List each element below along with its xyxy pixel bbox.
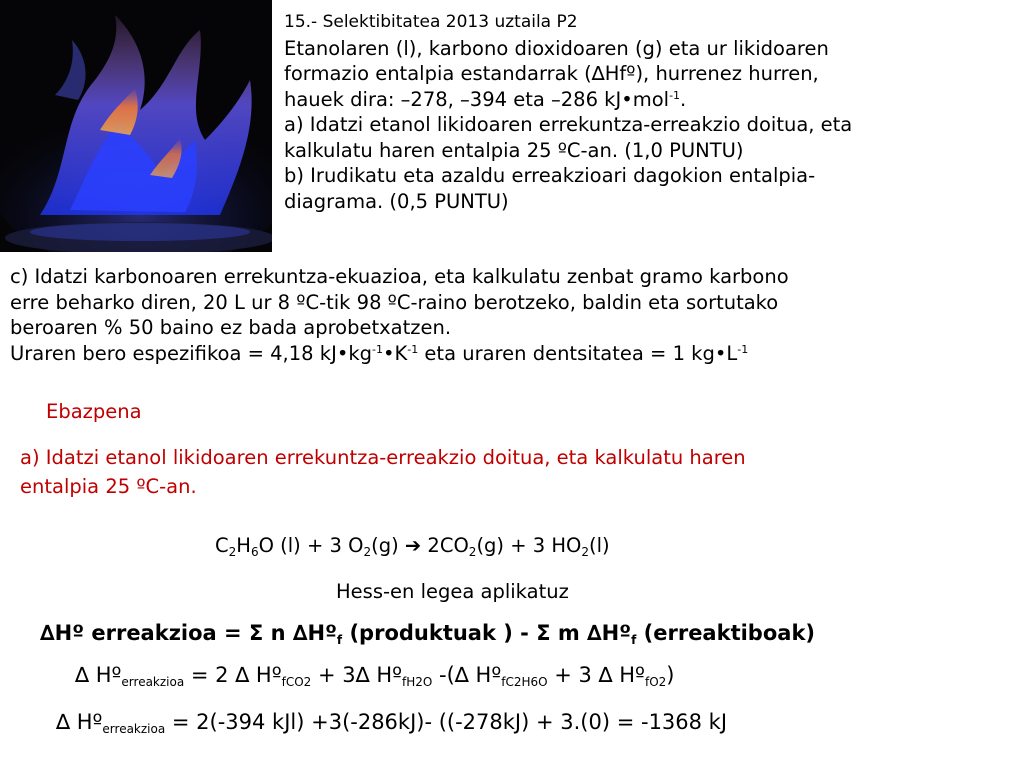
calc-part: + 3∆ Hº — [311, 663, 403, 687]
intro-line: hauek dira: –278, –394 eta –286 kJ•mol — [284, 87, 670, 111]
hess-sub: f — [336, 633, 343, 647]
water-data-line — [10, 341, 789, 367]
intro-line: formazio entalpia estandarrak (∆Hfº), hurrenez hurren, — [284, 62, 819, 85]
eq-part: (g) ➔ 2CO — [371, 534, 469, 557]
calc-sub: fO2 — [644, 675, 667, 689]
eq-part: H — [236, 534, 251, 557]
water-text: •K — [382, 341, 408, 365]
unit-superscript: -1 — [669, 88, 681, 102]
eq-sub: 6 — [250, 545, 259, 559]
question-line: a) Idatzi etanol likidoaren errekuntza-erreakzio doitua, eta kalkulatu haren — [20, 446, 746, 469]
intro-line: diagrama. (0,5 PUNTU) — [284, 189, 509, 213]
part-c-line: erre beharko diren, 20 L ur 8 ºC-tik 98 ºC-raino berotzeko, baldin eta sortutako — [10, 290, 779, 314]
part-c-line: beroaren % 50 baino ez bada aprobetxatzen. — [10, 316, 452, 339]
calc-sub: fC2H6O — [501, 675, 548, 689]
calc-sub: erreakzioa — [121, 675, 185, 689]
hess-sum-products: Σ n ∆Hº — [248, 621, 337, 645]
part-c-line: c) Idatzi karbonoaren errekuntza-ekuazioa, eta kalkulatu zenbat gramo karbono — [10, 265, 789, 288]
result-part: ∆ Hº — [56, 710, 103, 734]
eq-sub: 2 — [363, 545, 372, 559]
eq-part: C — [215, 534, 229, 557]
intro-line: a) Idatzi etanol likidoaren errekuntza-erreakzio doitua, eta — [284, 113, 853, 136]
calc-part: -(∆ Hº — [432, 663, 502, 687]
problem-statement — [284, 10, 852, 214]
intro-line: b) Irudikatu eta azaldu erreakzioari dagokion entalpia- — [284, 164, 816, 187]
result-sub: erreakzioa — [102, 722, 166, 736]
flame-photo — [0, 0, 272, 252]
calc-sub: fH2O — [402, 675, 433, 689]
part-c-statement — [10, 264, 789, 366]
problem-title: 15.- Selektibitatea 2013 uztaila P2 — [284, 12, 578, 32]
result-value: = 2(-394 kJl) +3(-286kJ)- ((-278kJ) + 3.(0) = -1368 kJ — [165, 710, 728, 734]
solution-question — [20, 443, 746, 501]
eq-sub: 2 — [468, 545, 477, 559]
solution-heading: Ebazpena — [46, 400, 142, 423]
hess-mid: (produktuak ) - — [342, 621, 537, 645]
hess-end: (erreaktiboak) — [636, 621, 816, 645]
intro-line: kalkulatu haren entalpia 25 ºC-an. (1,0 PUNTU) — [284, 138, 744, 162]
hess-sub: f — [631, 633, 637, 647]
blue-flame-photo — [0, 0, 272, 252]
hess-sum-reactants: Σ m ∆Hº — [536, 621, 632, 645]
eq-sub: 2 — [228, 545, 237, 559]
calc-part: = 2 ∆ Hº — [184, 663, 282, 687]
water-text: Uraren bero espezifikoa = 4,18 kJ•kg — [10, 341, 372, 365]
eq-part: O (l) + 3 O — [258, 534, 364, 557]
calc-part: ∆ Hº — [75, 663, 122, 687]
eq-part: (l) — [589, 534, 610, 557]
hess-formula — [40, 621, 815, 645]
combustion-equation — [215, 534, 610, 557]
eq-part: (g) + 3 HO — [476, 534, 582, 557]
water-sup: -1 — [372, 342, 383, 356]
calc-part: + 3 ∆ Hº — [547, 663, 645, 687]
water-text: eta uraren dentsitatea = 1 kg•L — [418, 341, 738, 365]
unit-tail: . — [680, 87, 687, 111]
enthalpy-result — [56, 710, 727, 734]
intro-line: Etanolaren (l), karbono dioxidoaren (g) eta ur likidoaren — [284, 36, 829, 60]
calc-sub: fCO2 — [281, 675, 312, 689]
calc-part: ) — [666, 663, 675, 687]
eq-sub: 2 — [581, 545, 590, 559]
hess-law-label: Hess-en legea aplikatuz — [336, 580, 569, 603]
question-line: entalpia 25 ºC-an. — [20, 475, 197, 498]
hess-lhs: ∆Hº erreakzioa = — [40, 621, 249, 645]
intro-line-units — [284, 87, 852, 113]
water-sup: -1 — [737, 342, 749, 356]
enthalpy-expression — [75, 663, 674, 687]
water-sup: -1 — [407, 342, 419, 356]
